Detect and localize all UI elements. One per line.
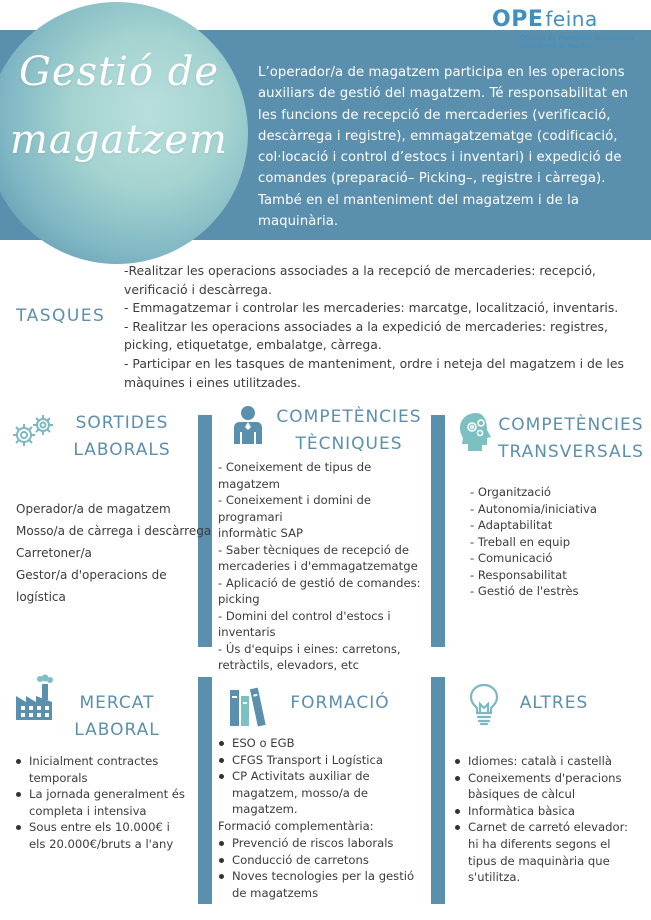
list-item: Mosso/a de càrrega i descàrrega [16, 524, 212, 538]
list-item: - Adaptabilitat [470, 518, 553, 532]
logo-wordmark [492, 6, 598, 33]
altres-heading: ALTRES [519, 693, 589, 713]
altres-list [452, 753, 642, 886]
formacio-heading: FORMACIÓ [290, 693, 390, 713]
list-item: - Coneixement de tipus de magatzem [218, 460, 372, 491]
list-item: Carnet de carretó elevador: hi ha diferents segons el tipus de maquinària que s'utilitza. [452, 819, 642, 885]
list-item: retràctils, elevadors, etc [218, 658, 359, 672]
page-title-line2: magatzem [10, 117, 228, 163]
books-icon [228, 684, 270, 728]
sortides-heading-line1: SORTIDES [75, 413, 169, 433]
divider-bar [198, 677, 212, 904]
list-item: - Saber tècniques de recepció de [218, 542, 410, 557]
list-item: - Domini del control d'estocs i [218, 608, 391, 623]
list-item: La jornada generalment és completa i intensiva [13, 786, 189, 819]
mercat-heading-line1: MERCAT [79, 693, 155, 713]
tecniques-heading-line1: COMPETÈNCIES [276, 407, 422, 427]
mercat-heading-line2: LABORAL [74, 720, 160, 740]
list-item: Idiomes: català i castellà [452, 753, 642, 770]
list-item: Sous entre els 10.000€ i els 20.000€/bruts a l'any [13, 819, 189, 852]
list-item: picking [218, 592, 260, 606]
transversals-list [470, 484, 640, 600]
mercat-heading [62, 690, 172, 744]
formacio-list [216, 735, 428, 818]
list-item: CP Activitats auxiliar de magatzem, mosso/a de magatzem. [216, 768, 428, 818]
list-item: - Aplicació de gestió de comandes: [218, 575, 421, 590]
list-item: - Gestió de l'estrès [470, 584, 579, 598]
divider-bar [431, 415, 445, 647]
divider-bar [431, 677, 445, 904]
lightbulb-icon [468, 682, 500, 726]
head-gears-icon [456, 410, 496, 454]
ope-feina-logo [492, 6, 647, 54]
worker-icon [228, 404, 268, 448]
sortides-list [16, 498, 211, 608]
list-item: Operador/a de magatzem [16, 502, 171, 516]
list-item: Carretoner/a [16, 546, 92, 560]
list-item: - Organització [470, 485, 552, 499]
list-item: - Comunicació [470, 551, 553, 565]
list-item: - Ús d'equips i eines: carretons, [218, 641, 401, 656]
tasques-list [124, 262, 624, 392]
logo-ope: OPE [492, 7, 544, 32]
transversals-heading-line2: TRANSVERSALS [498, 442, 644, 462]
list-item: CFGS Transport i Logística [216, 752, 428, 769]
list-item: Noves tecnologies per la gestió de magatzems [216, 868, 428, 901]
list-item: Conducció de carretons [216, 852, 428, 869]
list-item: - Responsabilitat [470, 567, 567, 582]
tasques-item: - Realitzar les operacions associades a la expedició de mercaderies: registres, picking, etiquetatge, embalatge, càrrega. [124, 318, 608, 353]
tecniques-list [218, 459, 430, 674]
logo-feina: feina [545, 7, 598, 31]
formacio-complementaria-label: Formació complementària: [218, 819, 374, 833]
sortides-heading [62, 410, 182, 464]
tecniques-heading-line2: TÈCNIQUES [295, 434, 403, 454]
list-item: mercaderies i d'emmagatzematge [218, 559, 418, 573]
intro-text: L’operador/a de magatzem participa en les operacions auxiliars de gestió del magatzem. Té responsabilitat en les funcions de recepció de mercaderies (verificació, descàrrega i registre), emmagatzematge (codificació, col·locació i control d’estocs i inventari) i expedició de comandes (preparació– Picking–, registre i càrrega). També en el manteniment del magatzem i de la maquinària. [258, 65, 629, 230]
list-item: informàtic SAP [218, 526, 304, 540]
formacio-complementaria-list [216, 835, 428, 901]
list-item: Prevenció de riscos laborals [216, 835, 428, 852]
tecniques-heading [270, 404, 428, 458]
list-item: - Autonomia/iniciativa [470, 501, 597, 516]
transversals-heading-line1: COMPETÈNCIES [498, 415, 644, 435]
logo-subtitle: Oficina de Promoció Econòmica [520, 33, 634, 42]
list-item: Informàtica bàsica [452, 803, 642, 820]
tasques-item: - Participar en les tasques de manteniment, ordre i neteja del magatzem i de les màquines i eines utilitzades. [124, 355, 624, 390]
mercat-list [13, 753, 189, 853]
list-item: - Treball en equip [470, 534, 571, 549]
logo-municipality: Ajuntament de Manlleu [520, 43, 593, 50]
list-item: logística [16, 590, 66, 604]
tasques-item: -Realitzar les operacions associades a la recepció de mercaderies: recepció, verificació i descàrrega. [124, 263, 596, 297]
list-item: ESO o EGB [216, 735, 428, 752]
sortides-heading-line2: LABORALS [73, 440, 171, 460]
list-item: - Coneixement i domini de programari [218, 493, 372, 524]
list-item: Inicialment contractes temporals [13, 753, 189, 786]
list-item: Gestor/a d'operacions de [16, 568, 167, 582]
tasques-heading: TASQUES [16, 306, 106, 326]
page-title [8, 38, 230, 174]
page-title-line1: Gestió de [18, 49, 220, 95]
factory-icon [14, 674, 54, 722]
list-item: Coneixements d'peracions bàsiques de càlcul [452, 770, 642, 803]
gears-icon [10, 412, 58, 450]
transversals-heading [496, 412, 646, 466]
tasques-item: - Emmagatzemar i controlar les mercaderies: marcatge, localització, inventaris. [124, 300, 619, 316]
list-item: inventaris [218, 625, 276, 639]
